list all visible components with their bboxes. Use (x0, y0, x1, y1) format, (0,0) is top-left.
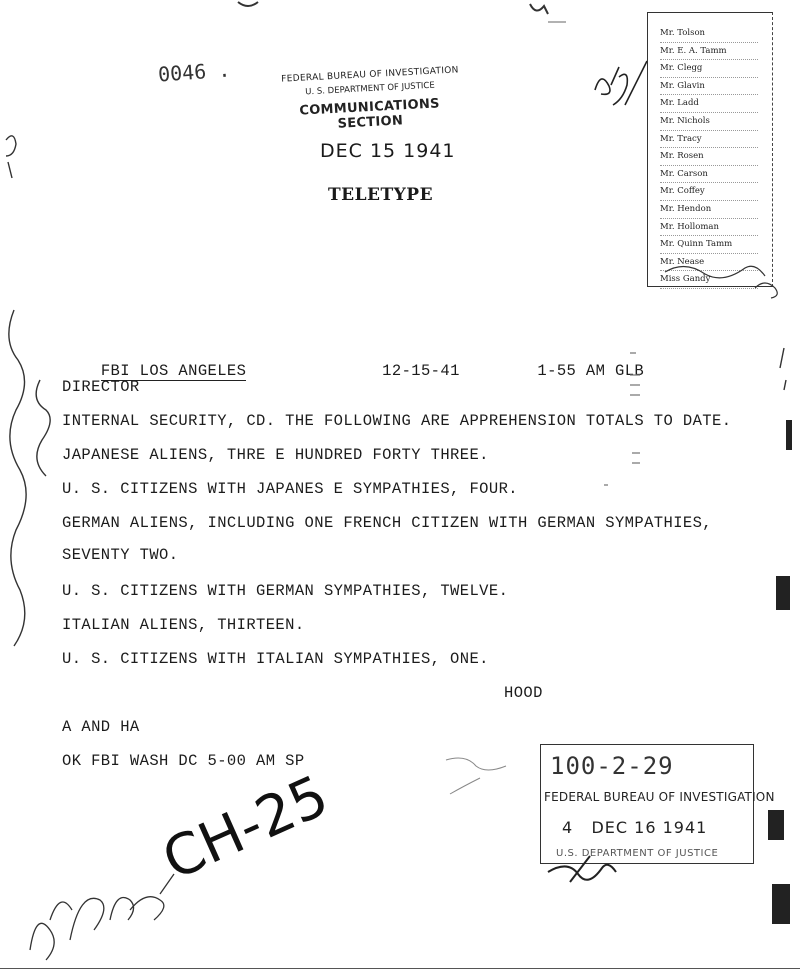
teletype-line: SEVENTY TWO. (62, 546, 179, 564)
teletype-origin: FBI LOS ANGELES (100, 362, 247, 380)
stamp-bureau-name: FEDERAL BUREAU OF INVESTIGATION (281, 65, 459, 85)
teletype-date: 12-15-41 (382, 362, 460, 380)
filing-stamp-department: U.S. DEPARTMENT OF JUSTICE (556, 848, 719, 859)
teletype-signature: HOOD (504, 684, 543, 702)
filing-stamp-index: 4 (562, 818, 574, 837)
routing-list (647, 12, 773, 287)
teletype-line: ITALIAN ALIENS, THIRTEEN. (62, 616, 305, 634)
document-number: 0046 . (157, 57, 231, 87)
routing-item: Mr. Rosen (660, 148, 758, 166)
teletype-acknowledgement: A AND HA (62, 718, 140, 736)
scan-artifact (772, 884, 790, 924)
routing-item: Mr. Hendon (660, 201, 758, 219)
scan-artifact (776, 576, 790, 610)
bottom-rule (0, 968, 800, 969)
routing-item: Mr. Coffey (660, 183, 758, 201)
scan-artifact (768, 810, 784, 840)
routing-item: Mr. Nease (660, 254, 758, 272)
filing-initials-scribble (540, 852, 650, 892)
routing-item: Miss Gandy (660, 271, 758, 289)
routing-item: Mr. Ladd (660, 95, 758, 113)
communications-section-stamp (280, 65, 460, 132)
teletype-line: INTERNAL SECURITY, CD. THE FOLLOWING ARE APPREHENSION TOTALS TO DATE. (62, 412, 732, 430)
teletype-line: JAPANESE ALIENS, THRE E HUNDRED FORTY THREE. (62, 446, 489, 464)
received-date-stamp: DEC 15 1941 (320, 140, 456, 162)
header-line (62, 344, 644, 398)
teletype-line: U. S. CITIZENS WITH GERMAN SYMPATHIES, TWELVE. (62, 582, 509, 600)
routing-item: Mr. Glavin (660, 78, 758, 96)
routing-item: Mr. Holloman (660, 219, 758, 237)
faint-scribble (440, 750, 520, 810)
routing-item: Mr. E. A. Tamm (660, 43, 758, 61)
teletype-closing: OK FBI WASH DC 5-00 AM SP (62, 752, 305, 770)
right-edge-marks (760, 300, 800, 400)
teletype-recipient: DIRECTOR (62, 378, 140, 396)
routing-item: Mr. Tracy (660, 131, 758, 149)
file-number: 100-2-29 (550, 752, 674, 780)
stamp-section: COMMUNICATIONS SECTION (299, 96, 441, 132)
filing-date: DEC 16 1941 (591, 818, 708, 837)
scan-artifact (786, 420, 792, 450)
faint-stamp-marks (590, 345, 660, 495)
filing-stamp-bureau: FEDERAL BUREAU OF INVESTIGATION (544, 790, 775, 804)
routing-item: Mr. Clegg (660, 60, 758, 78)
filing-stamp-date (562, 818, 707, 837)
teletype-line: GERMAN ALIENS, INCLUDING ONE FRENCH CITIZEN WITH GERMAN SYMPATHIES, (62, 514, 713, 532)
routing-item: Mr. Tolson (660, 25, 758, 43)
routing-item: Mr. Quinn Tamm (660, 236, 758, 254)
routing-item: Mr. Nichols (660, 113, 758, 131)
routing-item: Mr. Carson (660, 166, 758, 184)
teletype-line: U. S. CITIZENS WITH JAPANES E SYMPATHIES, FOUR. (62, 480, 518, 498)
teletype-line: U. S. CITIZENS WITH ITALIAN SYMPATHIES, ONE. (62, 650, 489, 668)
stamp-department: U. S. DEPARTMENT OF JUSTICE (305, 80, 435, 98)
margin-handwriting (0, 120, 60, 680)
teletype-label: TELETYPE (328, 185, 434, 205)
teletype-time: 1-55 AM GLB (537, 362, 645, 380)
handwritten-file-mark: CH-25 (153, 763, 338, 893)
